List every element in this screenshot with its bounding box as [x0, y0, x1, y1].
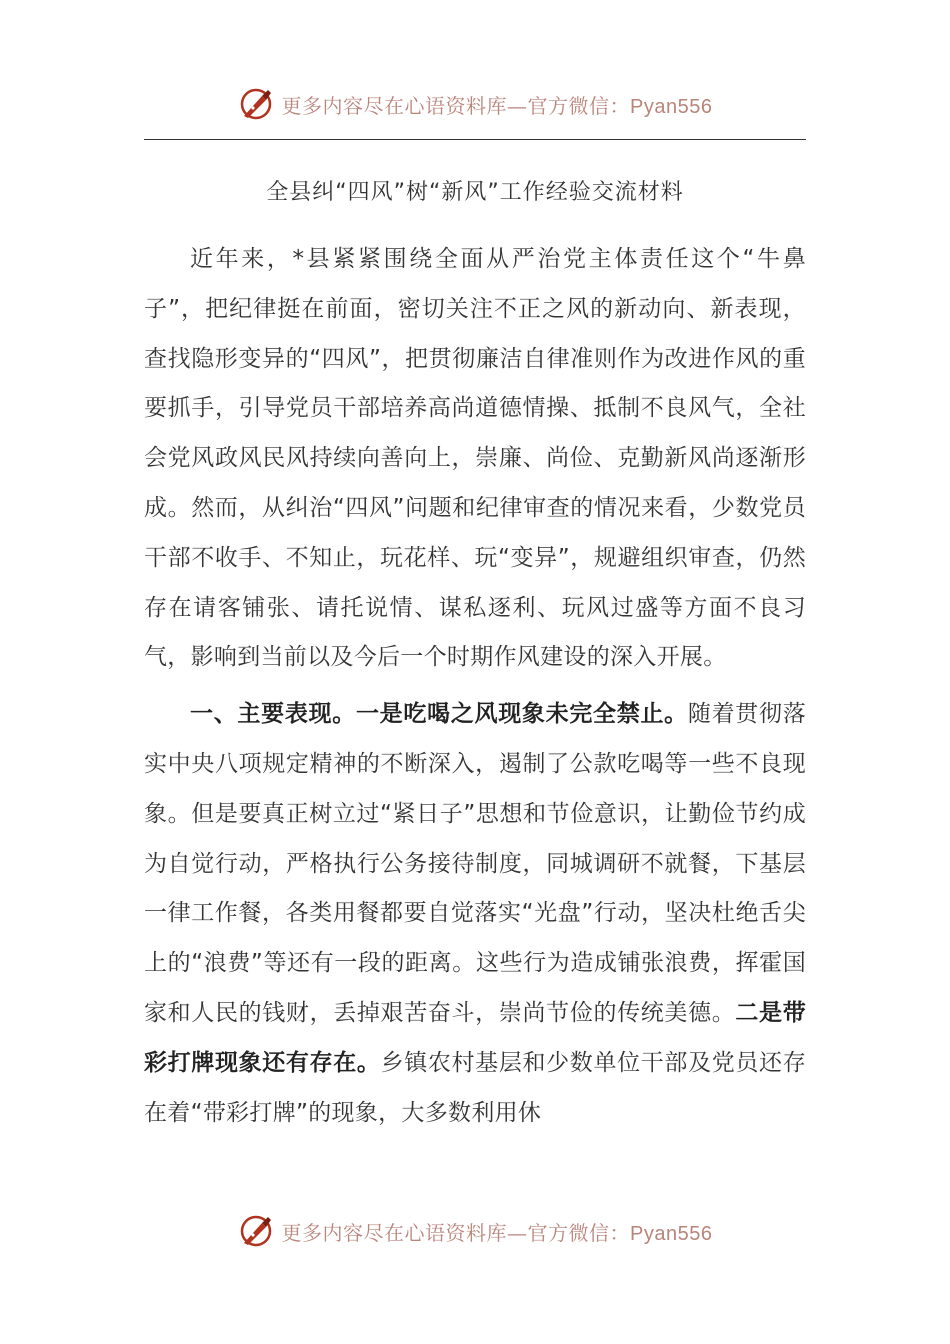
pen-nib-circle-icon: [238, 1213, 274, 1249]
header-banner: [0, 84, 950, 124]
footer-banner: [0, 1211, 950, 1251]
wechat-id: Pyan556: [630, 95, 713, 118]
document-title: 全县纠“四风”树“新风”工作经验交流材料: [266, 180, 684, 205]
point1-heading: 一是吃喝之风现象未完全禁止。: [355, 701, 688, 728]
section1-paragraph: [144, 690, 806, 1138]
section1-heading: 一、主要表现。: [190, 701, 356, 728]
header-divider: [144, 139, 806, 140]
pen-nib-circle-icon: [238, 86, 274, 122]
wechat-id: Pyan556: [630, 1222, 713, 1245]
point2-body: 乡镇农村基层和少数单位干部及党员还存在着“带彩打牌”的现象，大多数利用休: [144, 1049, 807, 1126]
banner-text: 更多内容尽在心语资料库—官方微信：Pyan556: [281, 1220, 713, 1245]
intro-paragraph: 近年来，*县紧紧围绕全面从严治党主体责任这个“牛鼻子”，把纪律挺在前面，密切关注不正之风的新动向、新表现，查找隐形变异的“四风”，把贯彻廉洁自律准则作为改进作风的重要抓手，引导党员干部培养高尚道德情操、抵制不良风气，全社会党风政风民风持续向善向上，崇廉、尚俭、克勤新风尚逐渐形成。然而，从纠治“四风”问题和纪律审查的情况来看，少数党员干部不收手、不知止，玩花样、玩“变异”，规避组织审查，仍然存在请客铺张、请托说情、谋私逐利、玩风过盛等方面不良习气，影响到当前以及今后一个时期作风建设的深入开展。: [144, 246, 806, 671]
point1-body: 随着贯彻落实中央八项规定精神的不断深入，遏制了公款吃喝等一些不良现象。但是要真正树立过“紧日子”思想和节俭意识，让勤俭节约成为自觉行动，严格执行公务接待制度，同城调研不就餐，下基层一律工作餐，各类用餐都要自觉落实“光盘”行动，坚决杜绝舌尖上的“浪费”等还有一段的距离。这些行为造成铺张浪费，挥霍国家和人民的钱财，丢掉艰苦奋斗，崇尚节俭的传统美德。: [144, 701, 806, 1026]
document-body: [144, 235, 806, 1145]
point2-heading: 二是带彩打牌现象还有存在。: [144, 999, 807, 1076]
banner-text: 更多内容尽在心语资料库—官方微信：Pyan556: [281, 93, 713, 118]
